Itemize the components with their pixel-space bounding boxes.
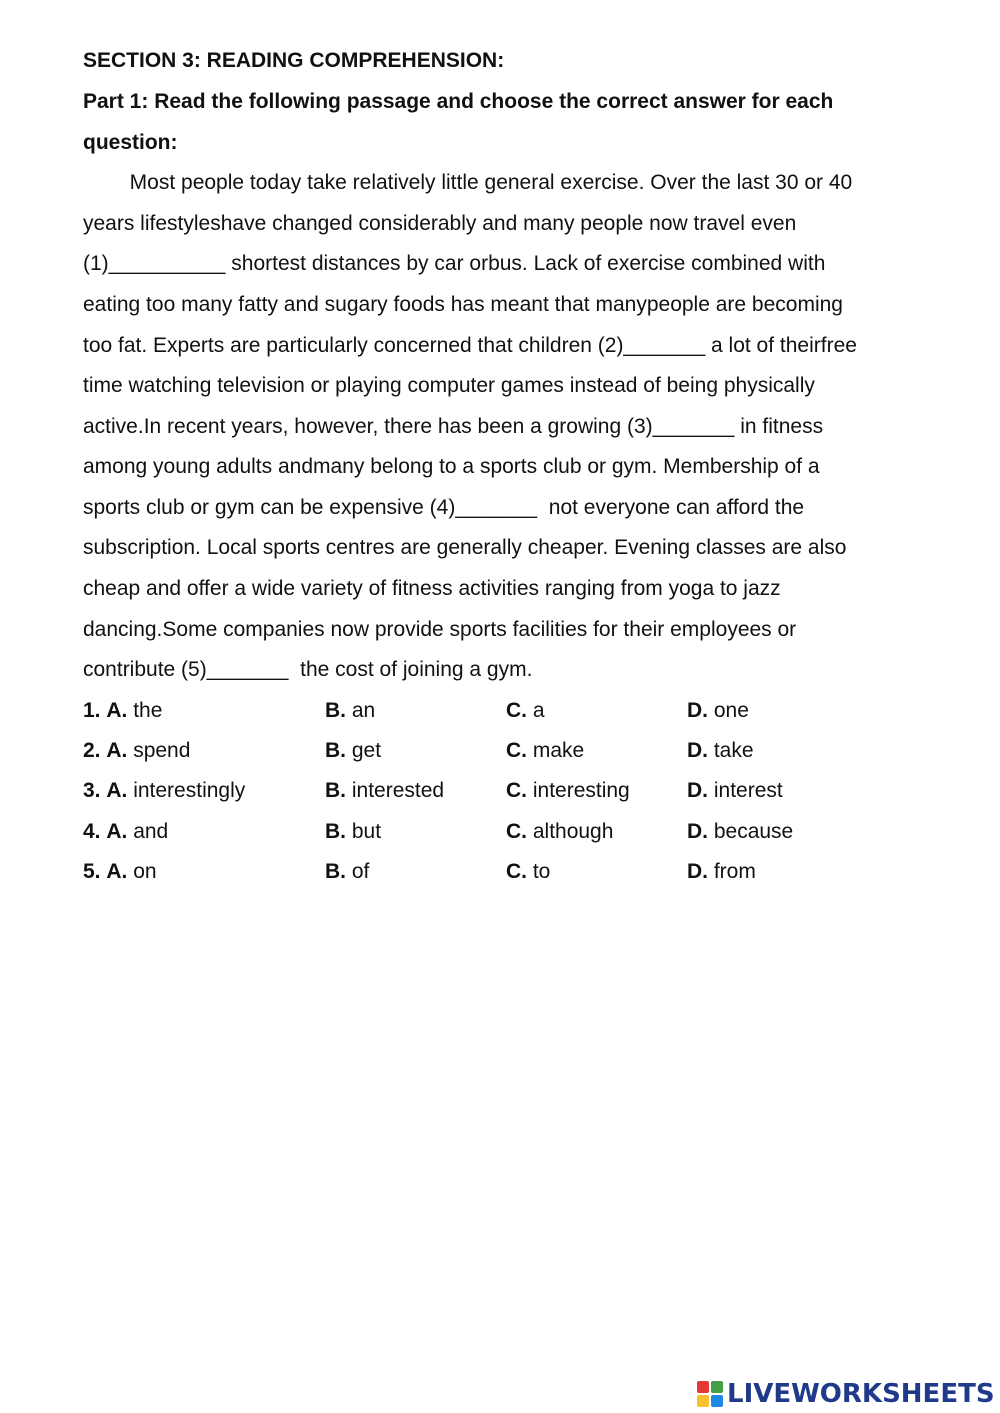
option-text: a	[532, 699, 545, 722]
option-text: interest	[713, 779, 783, 802]
option-text: an	[351, 699, 376, 722]
option-letter: B.	[325, 779, 346, 802]
option-a[interactable]	[83, 776, 245, 806]
option-text: the	[133, 699, 163, 722]
option-letter: D.	[687, 699, 708, 722]
passage-line: (1)__________ shortest distances by car orbus. Lack of exercise combined with	[83, 252, 826, 275]
option-c[interactable]	[506, 817, 613, 847]
option-b[interactable]	[325, 696, 375, 726]
option-d[interactable]	[687, 817, 793, 847]
option-text: from	[713, 860, 756, 883]
option-letter: D.	[687, 820, 708, 843]
option-letter: B.	[325, 739, 346, 762]
option-text: interested	[351, 779, 445, 802]
passage-line: subscription. Local sports centres are generally cheaper. Evening classes are also	[83, 536, 847, 559]
passage-line: sports club or gym can be expensive (4)_______ not everyone can afford the	[83, 496, 805, 519]
passage-line: dancing.Some companies now provide sports facilities for their employees or	[83, 618, 797, 641]
option-letter: B.	[325, 699, 346, 722]
passage-line: cheap and offer a wide variety of fitness activities ranging from yoga to jazz	[83, 577, 781, 600]
passage-line: among young adults andmany belong to a sports club or gym. Membership of a	[83, 455, 820, 478]
question-number: 5.	[83, 860, 101, 883]
option-c[interactable]	[506, 857, 550, 887]
option-text: but	[351, 820, 382, 843]
option-letter: B.	[325, 820, 346, 843]
option-text: and	[133, 820, 169, 843]
option-letter: C.	[506, 779, 527, 802]
option-text: spend	[133, 739, 191, 762]
passage-line: eating too many fatty and sugary foods has meant that manypeople are becoming	[83, 293, 843, 316]
option-letter: A.	[106, 860, 128, 883]
option-d[interactable]	[687, 736, 754, 766]
option-letter: A.	[106, 699, 128, 722]
option-text: take	[713, 739, 754, 762]
option-b[interactable]	[325, 736, 381, 766]
passage-line: too fat. Experts are particularly concerned that children (2)_______ a lot of theirfree	[83, 334, 857, 357]
passage-line: Most people today take relatively little general exercise. Over the last 30 or 40	[83, 171, 853, 194]
question-number: 3.	[83, 779, 101, 802]
option-text: interesting	[532, 779, 630, 802]
passage-line: contribute (5)_______ the cost of joining a gym.	[83, 658, 533, 681]
question-row-3	[83, 776, 963, 806]
option-letter: C.	[506, 820, 527, 843]
option-a[interactable]	[83, 736, 190, 766]
option-letter: D.	[687, 779, 708, 802]
option-text: to	[532, 860, 551, 883]
instruction-line-2: question:	[83, 131, 178, 154]
option-letter: D.	[687, 739, 708, 762]
option-a[interactable]	[83, 696, 162, 726]
section-title: SECTION 3: READING COMPREHENSION:	[83, 49, 505, 72]
option-text: make	[532, 739, 585, 762]
question-row-4	[83, 817, 963, 847]
option-a[interactable]	[83, 857, 157, 887]
instruction-line-1: Part 1: Read the following passage and choose the correct answer for each	[83, 90, 834, 113]
option-letter: A.	[106, 739, 128, 762]
liveworksheets-logo	[697, 1377, 995, 1411]
option-text: get	[351, 739, 382, 762]
option-text: on	[133, 860, 157, 883]
question-row-1	[83, 696, 963, 726]
option-c[interactable]	[506, 696, 545, 726]
option-a[interactable]	[83, 817, 168, 847]
option-letter: C.	[506, 739, 527, 762]
option-letter: C.	[506, 860, 527, 883]
option-c[interactable]	[506, 736, 584, 766]
option-b[interactable]	[325, 857, 369, 887]
option-letter: A.	[106, 779, 128, 802]
question-number: 4.	[83, 820, 101, 843]
option-letter: B.	[325, 860, 346, 883]
question-row-5	[83, 857, 963, 887]
option-letter: D.	[687, 860, 708, 883]
option-text: although	[532, 820, 614, 843]
option-text: of	[351, 860, 370, 883]
option-letter: A.	[106, 820, 128, 843]
option-c[interactable]	[506, 776, 630, 806]
liveworksheets-logo-text: LIVEWORKSHEETS	[727, 1379, 995, 1409]
option-text: interestingly	[133, 779, 246, 802]
option-d[interactable]	[687, 776, 783, 806]
question-row-2	[83, 736, 963, 766]
passage-line: active.In recent years, however, there has been a growing (3)_______ in fitness	[83, 415, 824, 438]
question-number: 2.	[83, 739, 101, 762]
option-d[interactable]	[687, 857, 756, 887]
passage-line: years lifestyleshave changed considerably and many people now travel even	[83, 212, 797, 235]
option-b[interactable]	[325, 817, 381, 847]
option-b[interactable]	[325, 776, 444, 806]
option-text: one	[713, 699, 749, 722]
option-text: because	[713, 820, 794, 843]
liveworksheets-logo-icon	[697, 1381, 723, 1407]
option-letter: C.	[506, 699, 527, 722]
question-number: 1.	[83, 699, 101, 722]
option-d[interactable]	[687, 696, 749, 726]
passage-line: time watching television or playing computer games instead of being physically	[83, 374, 815, 397]
